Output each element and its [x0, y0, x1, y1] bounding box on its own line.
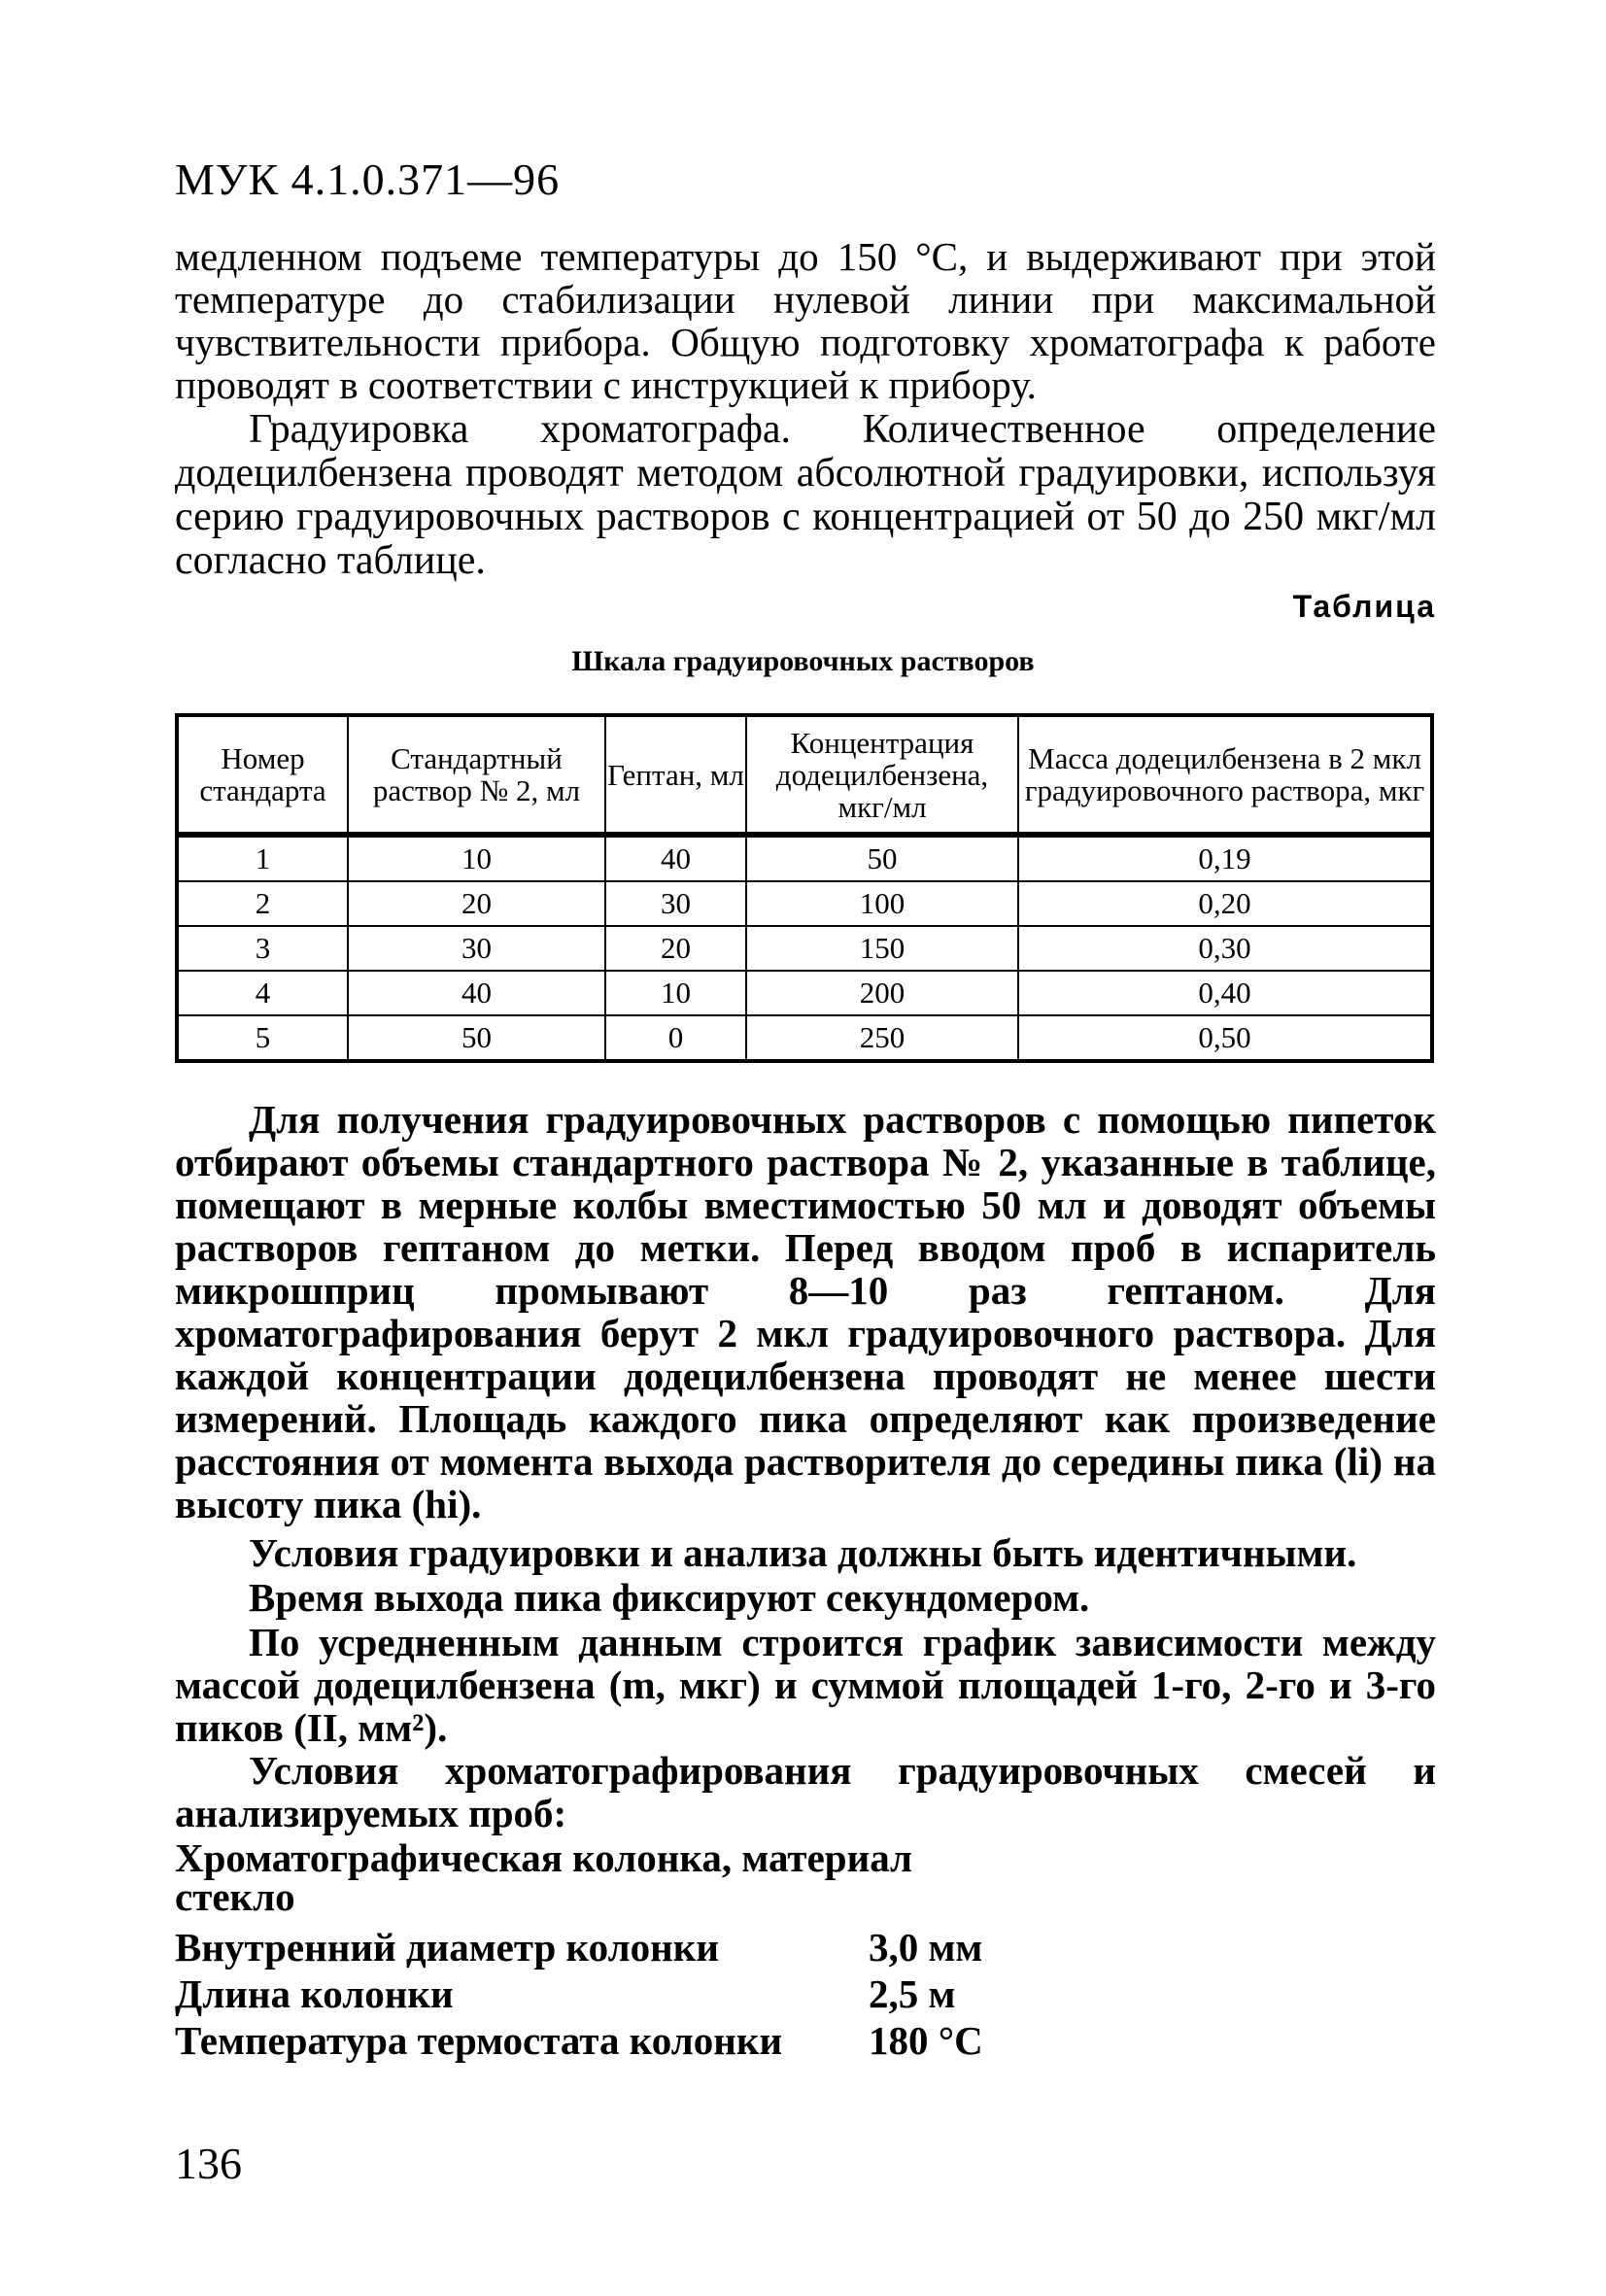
header-cell: Масса додецилбензена в 2 мкл градуировочного раствора, мкг [1018, 715, 1432, 835]
condition-row [175, 2019, 983, 2062]
calibration-table [175, 713, 1434, 1063]
page-number: 136 [175, 2139, 242, 2188]
paragraph-3: Для получения градуировочных растворов с помощью пипеток отбирают объемы стандартного раствора № 2, указанные в таблице, помещают в мерные колбы вместимостью 50 мл и доводят объемы растворов гептаном до метки. Перед вводом проб в испаритель микрошприц промывают 8—10 раз гептаном. Для хроматографирования берут 2 мкл градуировочного раствора. Для каждой концентрации додецилбензена проводят не менее шести измерений. Площадь каждого пика определяют как произведение расстояния от момента выхода растворителя до середины пика (li) на высоту пика (hi). [175, 1097, 1436, 1526]
table-cell: 50 [746, 835, 1018, 881]
condition-row [175, 1972, 983, 2015]
table-cell: 40 [348, 971, 605, 1015]
paragraph-1: медленном подъеме температуры до 150 °С, и выдерживают при этой температуре до стабилизации нулевой линии при максимальной чувствительности прибора. Общую подготовку хроматографа к работе проводят в соответствии с инструкцией к прибору. [175, 234, 1436, 407]
conditions-block [175, 1836, 983, 2062]
table-cell: 100 [746, 881, 1018, 926]
table-cell: 5 [177, 1015, 348, 1061]
condition-row [175, 1926, 983, 1969]
table-cell: 3 [177, 926, 348, 971]
table-cell: 0 [605, 1015, 746, 1061]
table-cell: 40 [605, 835, 746, 881]
table-cell: 1 [177, 835, 348, 881]
table-header-row [177, 715, 1432, 835]
table-cell: 30 [605, 881, 746, 926]
table-caption: Таблица [1292, 589, 1436, 624]
condition-column-material-label: Хроматографическая колонка, материал [175, 1835, 913, 1880]
table-cell: 2 [177, 881, 348, 926]
table-row [177, 971, 1432, 1015]
condition-column-material-value: стекло [175, 1874, 295, 1919]
paragraph-2: Градуировка хроматографа. Количественное определение додецилбензена проводят методом абсолютной градуировки, используя серию градуировочных растворов с концентрацией от 50 до 250 мкг/мл согласно таблице. [175, 407, 1436, 583]
condition-label: Температура термостата колонки [175, 2018, 783, 2063]
table-cell: 20 [348, 881, 605, 926]
header-cell: Концентрация додецилбензена, мкг/мл [746, 715, 1018, 835]
table-cell: 4 [177, 971, 348, 1015]
table-cell: 30 [348, 926, 605, 971]
paragraph-6: По усредненным данным строится график зависимости между массой додецилбензена (m, мкг) и суммой площадей 1-го, 2-го и 3-го пиков (II, мм²). [175, 1620, 1436, 1750]
table-cell: 200 [746, 971, 1018, 1015]
paragraph-4: Условия градуировки и анализа должны быть идентичными. [249, 1530, 1357, 1575]
condition-value: 3,0 мм [869, 1925, 983, 1970]
table-cell: 0,19 [1018, 835, 1432, 881]
paragraph-7: Условия хроматографирования градуировочных смесей и анализируемых проб: [175, 1748, 1436, 1835]
table-cell: 50 [348, 1015, 605, 1061]
table-cell: 250 [746, 1015, 1018, 1061]
table-title: Шкала градуировочных растворов [571, 645, 1035, 677]
condition-label: Длина колонки [175, 1971, 454, 2016]
table-row [177, 835, 1432, 881]
header-cell: Номер стандарта [177, 715, 348, 835]
table-cell: 0,40 [1018, 971, 1432, 1015]
table-row [177, 1015, 1432, 1061]
table-cell: 0,20 [1018, 881, 1432, 926]
table-cell: 20 [605, 926, 746, 971]
paragraph-5: Время выхода пика фиксируют секундомером. [249, 1575, 1090, 1620]
table-cell: 10 [348, 835, 605, 881]
header-cell: Стандартный раствор № 2, мл [348, 715, 605, 835]
table-cell: 10 [605, 971, 746, 1015]
table-row [177, 926, 1432, 971]
condition-value: 180 °С [869, 2018, 983, 2063]
table-cell: 0,50 [1018, 1015, 1432, 1061]
header-cell: Гептан, мл [605, 715, 746, 835]
table-cell: 150 [746, 926, 1018, 971]
table-row [177, 881, 1432, 926]
document-header: МУК 4.1.0.371—96 [175, 154, 561, 204]
condition-label: Внутренний диаметр колонки [175, 1925, 719, 1970]
table-cell: 0,30 [1018, 926, 1432, 971]
condition-value: 2,5 м [869, 1971, 956, 2016]
